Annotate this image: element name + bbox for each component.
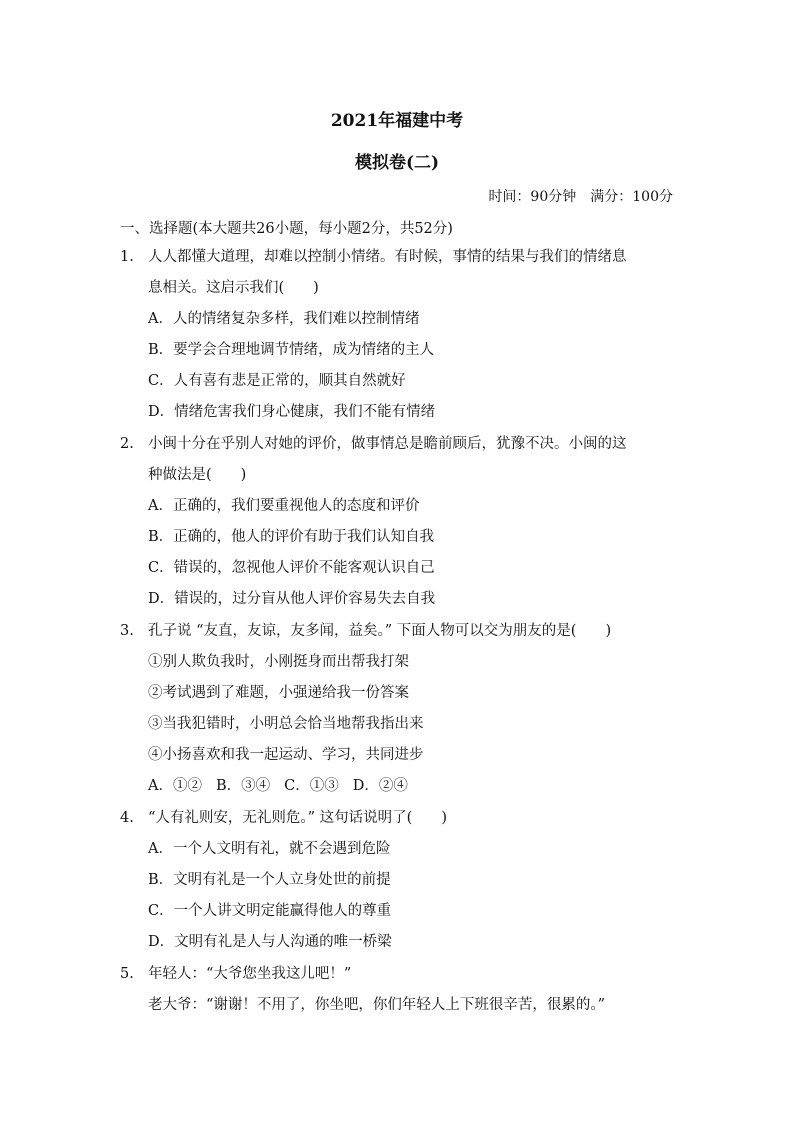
question-5-stem-cont: 老大爷：“谢谢！不用了，你坐吧，你们年轻人上下班很辛苦，很累的。” <box>148 997 606 1013</box>
full-score: 满分：100分 <box>590 189 673 205</box>
question-2-stem <box>120 434 627 454</box>
question-2-option-b: B．正确的，他人的评价有助于我们认知自我 <box>148 529 435 545</box>
question-3-statement-4: ④小扬喜欢和我一起运动、学习，共同进步 <box>148 747 424 763</box>
question-2-stem-cont: 种做法是( ) <box>148 467 247 483</box>
question-3-option-a: A．①② <box>148 778 202 794</box>
exam-meta <box>488 186 673 206</box>
section-heading: 一、选择题(本大题共26小题，每小题2分，共52分) <box>120 221 453 237</box>
question-3-statement-3: ③当我犯错时，小明总会恰当地帮我指出来 <box>148 716 424 732</box>
question-2-option-c: C．错误的，忽视他人评价不能客观认识自己 <box>148 560 435 576</box>
question-1-option-a: A．人的情绪复杂多样，我们难以控制情绪 <box>148 311 420 327</box>
question-3-statement-2: ②考试遇到了难题，小强递给我一份答案 <box>148 685 409 701</box>
question-2-option-d: D．错误的，过分盲从他人评价容易失去自我 <box>148 591 436 607</box>
question-1-option-d: D．情绪危害我们身心健康，我们不能有情绪 <box>148 404 436 420</box>
question-3-stem <box>120 621 611 641</box>
question-number: 5. <box>120 966 134 982</box>
question-text: 孔子说 “友直，友谅，友多闻，益矣。” 下面人物可以交为朋友的是( ) <box>148 623 612 639</box>
question-3-option-c: C．①③ <box>284 778 339 794</box>
question-text: 年轻人：“大爷您坐我这儿吧！” <box>148 966 352 982</box>
question-1-option-c: C．人有喜有悲是正常的，顺其自然就好 <box>148 373 406 389</box>
question-text: 人人都懂大道理，却难以控制小情绪。有时候，事情的结果与我们的情绪息 <box>148 249 627 265</box>
exam-title: 2021年福建中考 <box>330 111 464 131</box>
time-limit: 时间：90分钟 <box>488 189 577 205</box>
question-text: “人有礼则安，无礼则危。” 这句话说明了( ) <box>148 810 447 826</box>
question-4-stem <box>120 808 447 828</box>
question-3-option-b: B．③④ <box>215 778 271 794</box>
exam-subtitle: 模拟卷(二) <box>354 153 440 173</box>
question-3-statement-1: ①别人欺负我时，小刚挺身而出帮我打架 <box>148 654 409 670</box>
question-4-option-a: A．一个人文明有礼，就不会遇到危险 <box>148 841 391 857</box>
question-4-option-b: B．文明有礼是一个人立身处世的前提 <box>148 872 391 888</box>
question-1-stem-cont: 息相关。这启示我们( ) <box>148 280 319 296</box>
question-number: 4. <box>120 810 134 826</box>
question-1-stem <box>120 247 627 267</box>
question-4-option-c: C．一个人讲文明定能赢得他人的尊重 <box>148 903 392 919</box>
question-number: 2. <box>120 436 134 452</box>
question-text: 小闽十分在乎别人对她的评价，做事情总是瞻前顾后，犹豫不决。小闽的这 <box>148 436 627 452</box>
question-1-option-b: B．要学会合理地调节情绪，成为情绪的主人 <box>148 342 435 358</box>
question-number: 3. <box>120 623 134 639</box>
question-number: 1. <box>120 249 134 265</box>
question-2-option-a: A．正确的，我们要重视他人的态度和评价 <box>148 498 420 514</box>
question-3-options <box>148 776 422 796</box>
question-5-stem <box>120 964 351 984</box>
question-3-option-d: D．②④ <box>352 778 408 794</box>
question-4-option-d: D．文明有礼是人与人沟通的唯一桥梁 <box>148 934 392 950</box>
